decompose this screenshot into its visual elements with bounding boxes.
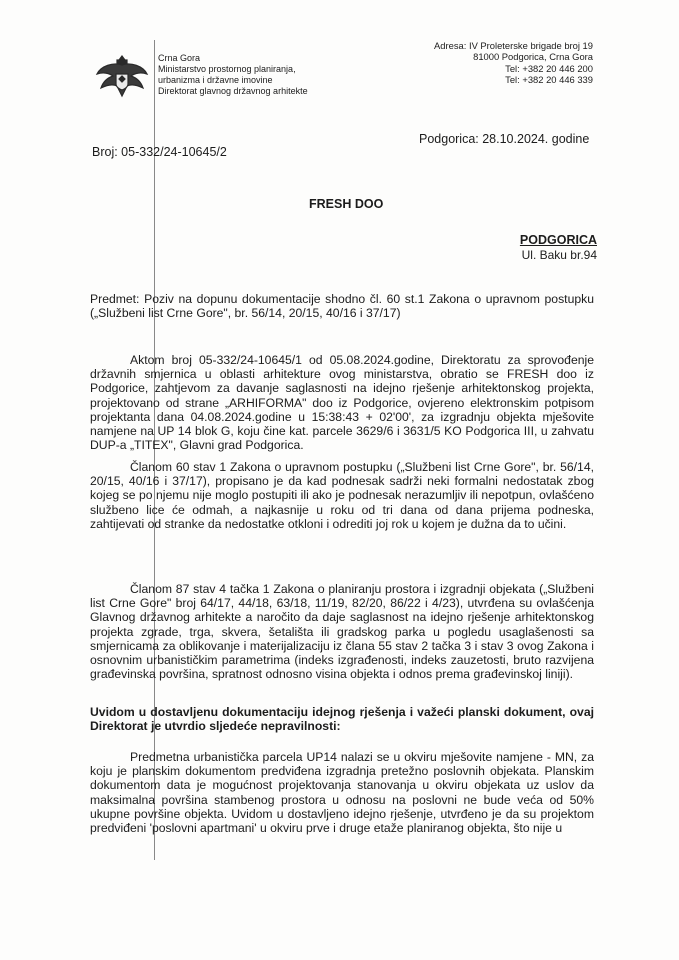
paragraph-text: Članom 87 stav 4 tačka 1 Zakona o planiranju prostora i izgradnji objekata („Službeni list Crne Gore" broj 64/17, 44/18, 63/18, 11/19, 82/20, 86/22 i 4/23), utvrđena su ovlašćenja Glavnog državnog arhitekte a naročito da daje saglasnost na idejno rješenje arhitektonskog projekta zgrade, trga, skvera, šetališta ili gradskog parka u pogledu usaglašenosti sa smjernicama za oblikovanje i materijalizaciju iz člana 55 stav 2 tačka 3 i stav 3 ovog Zakona i osnovnim urbanističkim parametrima (indeks izgrađenosti, indeks zauzetosti, bruto razvijena građevinska površina, spratnost odnosno visina objekta i odnos prema građevinskoj liniji).: [90, 582, 594, 682]
institution-line: urbanizma i državne imovine: [158, 75, 273, 85]
recipient-street: Ul. Baku br.94: [521, 248, 597, 262]
paragraph-text: Predmetna urbanistička parcela UP14 nalazi se u okviru mješovite namjene - MN, za koju je planskim dokumentom predviđena izgradnja pretežno poslovnih objekata. Planskim dokumentom data je mogućnost projektovanja stanovanja u okviru objekata uz uslov da maksimalna površina stambenog prostora u odnosu na poslovni ne bude veća od 50% ukupne površine objekta. Uvidom u dostavljeno idejno rješenje, utvrđeno je da su projektom predviđeni 'poslovni apartmani' u okviru prve i druge etaže planiranog objekta, što nije u: [90, 750, 594, 836]
institution-line: Crna Gora: [158, 53, 201, 63]
phone-line: Tel: +382 20 446 339: [505, 74, 593, 86]
findings-heading: [90, 705, 594, 733]
address-block: [434, 40, 593, 86]
address-line: Adresa: IV Proleterske brigade broj 19: [434, 40, 593, 51]
recipient-city: PODGORICA: [519, 233, 597, 247]
institution-block: [158, 53, 308, 97]
paragraph-text: Aktom broj 05-332/24-10645/1 od 05.08.2024.godine, Direktoratu za sprovođenje državnih smjernica u oblasti arhitekture ovog ministarstva, obratio se FRESH doo iz Podgorice, zahtjevom za davanje saglasnosti na idejno rješenje arhitektonskog projekta, projektovano od strane „ARHIFORMA" doo iz Podgorice, ovjereno elektronskim potpisom projektanta dana 04.08.2024.godine u 15:38:43 + 02'00', za izgradnju objekta mješovite namjene na UP 14 blok G, koju čine kat. parcele 3629/6 i 3631/5 KO Podgorica III, u zahvatu DUP-a „TITEX", Glavni grad Podgorica.: [90, 353, 594, 453]
recipient-name: FRESH DOO: [309, 197, 384, 211]
paragraph-authority: [90, 582, 594, 681]
reference-number: Broj: 05-332/24-10645/2: [92, 145, 227, 159]
paragraph-findings: [90, 750, 594, 835]
subject-line: [90, 292, 594, 320]
paragraph-text: Članom 60 stav 1 Zakona o upravnom postupku („Službeni list Crne Gore", br. 56/14, 20/15, 40/16 i 37/17), propisano je da kad podnesak sadrži neki formalni nedostatak zbog kojeg se po njemu nije moglo postupiti ili ako je podnesak nerazumljiv ili nepotpun, ovlašćeno službeno lice će odmah, a najkasnije u roku od tri dana od dana prijema podneska, zahtijevati od stranke da nedostatke otkloni i odrediti joj rok u kojem je dužna da to učini.: [90, 460, 594, 531]
heading-text: Uvidom u dostavljenu dokumentaciju idejnog rješenja i važeći planski dokument, ovaj Direktorat je utvrdio sljedeće nepravilnosti:: [90, 705, 594, 734]
subject-text: Predmet: Poziv na dopunu dokumentacije shodno čl. 60 st.1 Zakona o upravnom postupku („Službeni list Crne Gore", br. 56/14, 20/15, 40/16 i 37/17): [90, 292, 594, 321]
paragraph-legal-basis: [90, 460, 594, 531]
paragraph-request: [90, 353, 594, 452]
phone-line: Tel: +382 20 446 200: [505, 62, 593, 74]
montenegro-coat-of-arms-icon: [93, 52, 151, 102]
document-date: Podgorica: 28.10.2024. godine: [419, 132, 590, 146]
institution-line: Direktorat glavnog državnog arhitekte: [158, 86, 308, 96]
institution-line: Ministarstvo prostornog planiranja,: [158, 64, 296, 74]
address-line: 81000 Podgorica, Crna Gora: [473, 51, 593, 63]
